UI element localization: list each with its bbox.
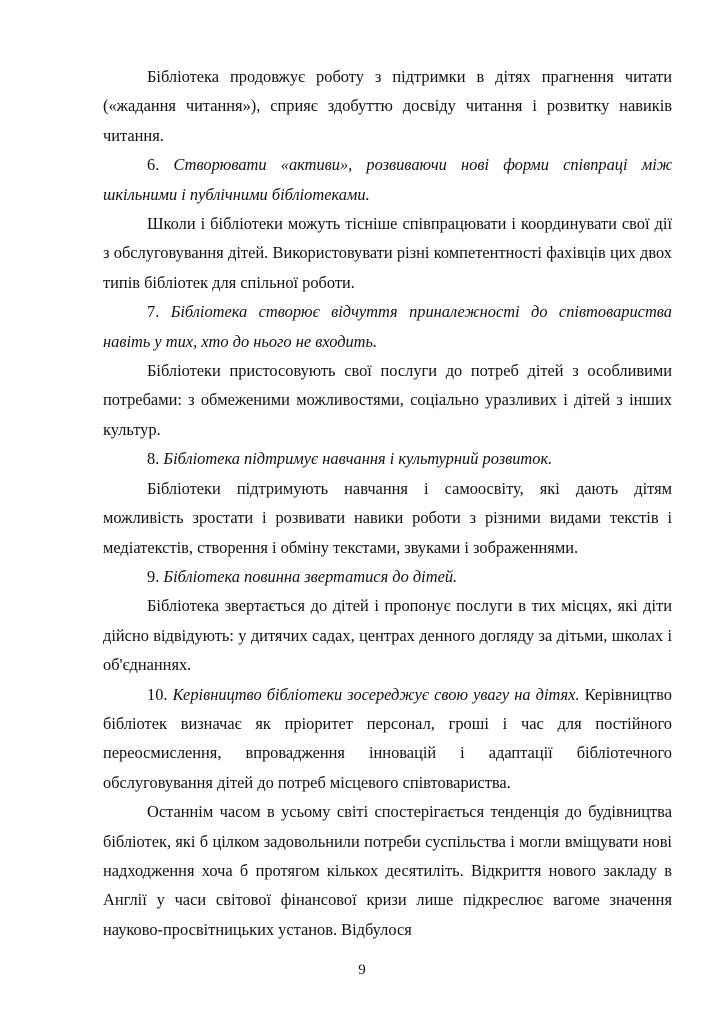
paragraph-text: Бібліотека продовжує роботу з підтримки в дітях прагнення читати («жадання читання»), сприяє здобуттю досвіду читання і розвитку навиків читання. <box>103 67 672 145</box>
paragraph-text: Бібліотеки пристосовують свої послуги до потреб дітей з особливими потребами: з обмеженими можливостями, соціально уразливих і дітей з інших культур. <box>103 361 672 439</box>
principle-9 <box>103 562 672 591</box>
paragraph-outreach <box>103 591 672 679</box>
principle-number: 8. <box>147 449 160 469</box>
paragraph-schools <box>103 209 672 297</box>
principle-heading: Створювати «активи», розвиваючи нові форми співпраці між шкільними і публічними бібліотеками. <box>103 155 673 204</box>
paragraph-text: Керівництво бібліотек визначає як пріоритет персонал, гроші і час для постійного переосмислення, впровадження інновацій і адаптації бібліотечного обслуговування дітей до потреб місцевого співтовариства. <box>103 684 672 792</box>
paragraph-learning <box>103 474 672 562</box>
document-page <box>103 62 672 944</box>
principle-number: 9. <box>147 566 160 586</box>
paragraph-intro <box>103 62 672 150</box>
paragraph-text: Бібліотека звертається до дітей і пропонує послуги в тих місцях, які діти дійсно відвідують: у дитячих садах, центрах денного догляду за дітьми, школах і об'єднаннях. <box>103 596 672 675</box>
principle-number: 10. <box>147 684 168 704</box>
principle-heading: Бібліотека підтримує навчання і культурний розвиток. <box>163 449 553 469</box>
principle-number: 7. <box>147 302 160 322</box>
principle-6 <box>103 150 672 209</box>
principle-8 <box>103 444 672 473</box>
principle-heading: Керівництво бібліотеки зосереджує свою увагу на дітях. <box>172 684 580 704</box>
paragraph-text: Школи і бібліотеки можуть тісніше співпрацювати і координувати свої дії з обслуговування дітей. Використовувати різні компетентності фахівців цих двох типів бібліотек для спільної роботи. <box>103 214 672 292</box>
paragraph-text: Останнім часом в усьому світі спостерігається тенденція до будівництва бібліотек, які б цілком задовольнили потреби суспільства і могли вміщувати нові надходження хоча б протягом кількох десятиліть. Відкриття нового закладу в Англії у часи світової фінансової кризи лише підкреслює вагоме значення науково-просвітницьких установ. Відбулося <box>103 802 672 939</box>
paragraph-special-needs <box>103 356 672 444</box>
paragraph-trend <box>103 797 672 944</box>
principle-number: 6. <box>147 155 160 175</box>
page-number: 9 <box>358 962 366 978</box>
paragraph-text: Бібліотеки підтримують навчання і самоосвіту, які дають дітям можливість зростати і розвивати навики роботи з різними видами текстів і медіатекстів, створення і обміну текстами, звуками і зображеннями. <box>103 478 672 557</box>
principle-10 <box>103 680 672 798</box>
principle-heading: Бібліотека повинна звертатися до дітей. <box>163 566 458 586</box>
principle-7 <box>103 297 672 356</box>
principle-heading: Бібліотека створює відчуття приналежності до співтовариства навіть у тих, хто до нього не входить. <box>103 302 672 351</box>
